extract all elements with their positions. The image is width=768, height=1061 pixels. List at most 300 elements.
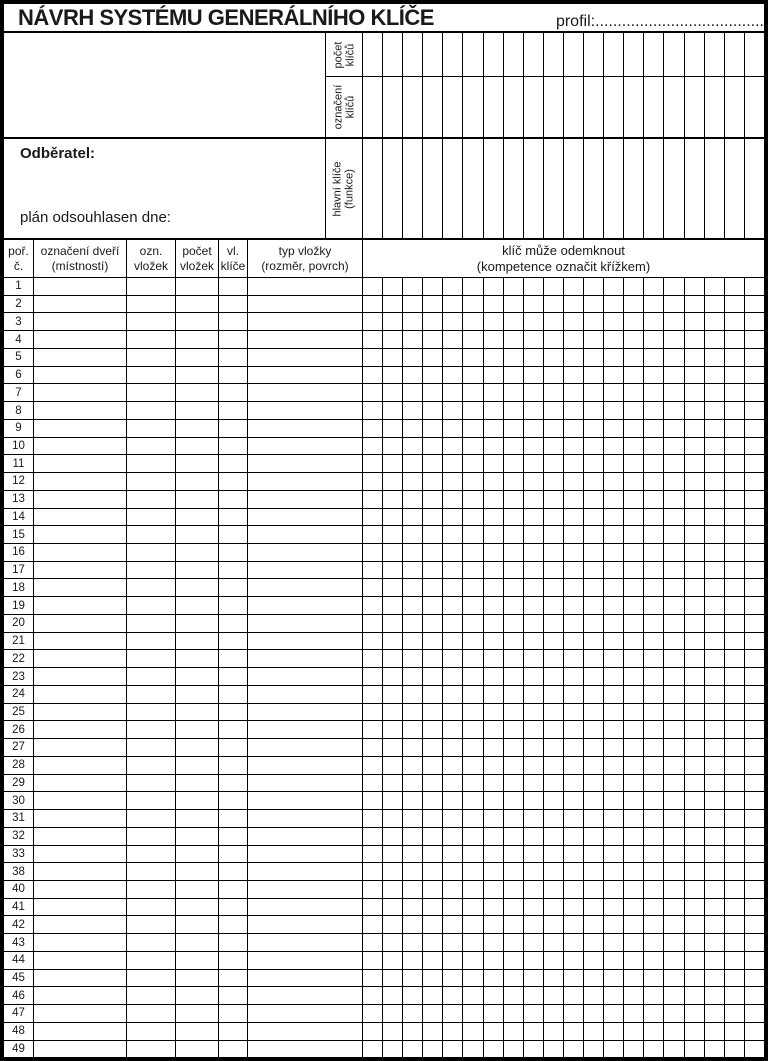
- matrix-cell: [584, 1005, 604, 1022]
- row-cell: [176, 863, 219, 880]
- matrix-cell: [423, 757, 443, 774]
- matrix-cell: [524, 686, 544, 703]
- row-cell: [34, 579, 127, 596]
- matrix-cell: [423, 1005, 443, 1022]
- matrix-cell: [644, 509, 664, 526]
- pocet-klicu-band: [4, 33, 764, 77]
- matrix-cell: [463, 863, 483, 880]
- matrix-cell: [524, 810, 544, 827]
- matrix-cell: [685, 916, 705, 933]
- row-cell: [248, 544, 363, 561]
- matrix-cell: [423, 526, 443, 543]
- oznaceni-klicu-label-cell: [325, 77, 363, 137]
- row-cell: [127, 1005, 176, 1022]
- matrix-cell: [524, 384, 544, 401]
- row-number-cell: 47: [4, 1005, 34, 1022]
- matrix-cell: [403, 668, 423, 685]
- matrix-cell: [383, 1023, 403, 1040]
- matrix-cell: [363, 704, 383, 721]
- matrix-cell: [423, 970, 443, 987]
- matrix-cell: [463, 544, 483, 561]
- matrix-cell: [383, 384, 403, 401]
- matrix-cell: [624, 438, 644, 455]
- matrix-cell: [604, 970, 624, 987]
- matrix-cell: [584, 650, 604, 667]
- matrix-cell: [504, 810, 524, 827]
- matrix-cell: [504, 455, 524, 472]
- matrix-cell: [644, 473, 664, 490]
- row-cell: [248, 579, 363, 596]
- matrix-cell: [584, 367, 604, 384]
- matrix-cell: [705, 77, 725, 137]
- row-cell: [248, 455, 363, 472]
- matrix-cell: [544, 402, 564, 419]
- row-cell: [34, 420, 127, 437]
- row-number-cell: 18: [4, 579, 34, 596]
- table-row: [4, 526, 764, 544]
- matrix-cell: [484, 757, 504, 774]
- row-cell: [248, 792, 363, 809]
- row-cell: [127, 846, 176, 863]
- row-cell: [34, 916, 127, 933]
- matrix-cell: [524, 881, 544, 898]
- table-row: [4, 1041, 764, 1058]
- row-cell: [127, 721, 176, 738]
- matrix-cell: [463, 987, 483, 1004]
- matrix-cell: [383, 615, 403, 632]
- matrix-cell: [624, 792, 644, 809]
- matrix-cell: [363, 562, 383, 579]
- matrix-cell: [705, 615, 725, 632]
- row-cell: [127, 668, 176, 685]
- row-cell: [176, 952, 219, 969]
- table-row: [4, 420, 764, 438]
- row-cell: [34, 757, 127, 774]
- matrix-cell: [484, 721, 504, 738]
- matrix-cell: [403, 331, 423, 348]
- table-row: [4, 491, 764, 509]
- matrix-cell: [403, 438, 423, 455]
- matrix-cell: [383, 313, 403, 330]
- matrix-cell: [685, 650, 705, 667]
- matrix-cell: [705, 420, 725, 437]
- matrix-cell: [484, 810, 504, 827]
- matrix-cell: [584, 881, 604, 898]
- matrix-cell: [685, 77, 705, 137]
- matrix-cell: [504, 278, 524, 295]
- matrix-cell: [403, 402, 423, 419]
- matrix-cell: [685, 899, 705, 916]
- matrix-cell: [745, 828, 764, 845]
- row-cell: [248, 1005, 363, 1022]
- matrix-cell: [463, 367, 483, 384]
- matrix-cell: [524, 331, 544, 348]
- matrix-cell: [504, 686, 524, 703]
- row-matrix-cells: [363, 579, 764, 596]
- matrix-cell: [403, 597, 423, 614]
- matrix-cell: [624, 473, 644, 490]
- row-cell: [127, 650, 176, 667]
- matrix-cell: [564, 402, 584, 419]
- matrix-cell: [745, 349, 764, 366]
- matrix-cell: [664, 384, 684, 401]
- row-cell: [219, 1023, 248, 1040]
- matrix-cell: [484, 296, 504, 313]
- row-cell: [34, 331, 127, 348]
- matrix-cell: [705, 846, 725, 863]
- matrix-cell: [705, 296, 725, 313]
- matrix-cell: [443, 278, 463, 295]
- matrix-cell: [604, 526, 624, 543]
- row-cell: [127, 296, 176, 313]
- row-cell: [127, 331, 176, 348]
- matrix-cell: [363, 33, 383, 76]
- matrix-cell: [644, 1023, 664, 1040]
- matrix-cell: [463, 139, 483, 238]
- matrix-cell: [644, 633, 664, 650]
- matrix-cell: [644, 615, 664, 632]
- row-matrix-cells: [363, 615, 764, 632]
- matrix-cell: [745, 278, 764, 295]
- row-number-cell: 43: [4, 934, 34, 951]
- row-cell: [34, 526, 127, 543]
- matrix-cell: [705, 562, 725, 579]
- matrix-cell: [363, 757, 383, 774]
- matrix-cell: [705, 934, 725, 951]
- matrix-cell: [604, 863, 624, 880]
- matrix-cell: [584, 792, 604, 809]
- matrix-cell: [584, 721, 604, 738]
- matrix-cell: [423, 686, 443, 703]
- matrix-cell: [664, 704, 684, 721]
- matrix-cell: [504, 1023, 524, 1040]
- matrix-cell: [584, 579, 604, 596]
- matrix-cell: [644, 278, 664, 295]
- matrix-cell: [745, 881, 764, 898]
- matrix-cell: [484, 420, 504, 437]
- matrix-cell: [604, 952, 624, 969]
- matrix-cell: [584, 970, 604, 987]
- row-number-cell: 2: [4, 296, 34, 313]
- matrix-cell: [685, 934, 705, 951]
- matrix-cell: [725, 420, 745, 437]
- matrix-cell: [644, 139, 664, 238]
- matrix-cell: [524, 139, 544, 238]
- row-matrix-cells: [363, 509, 764, 526]
- matrix-cell: [383, 491, 403, 508]
- matrix-cell: [745, 686, 764, 703]
- row-cell: [127, 1023, 176, 1040]
- row-cell: [34, 296, 127, 313]
- row-cell: [176, 633, 219, 650]
- matrix-cell: [725, 970, 745, 987]
- row-cell: [127, 704, 176, 721]
- row-cell: [248, 509, 363, 526]
- matrix-cell: [423, 615, 443, 632]
- row-cell: [219, 384, 248, 401]
- matrix-cell: [544, 757, 564, 774]
- matrix-cell: [504, 615, 524, 632]
- row-cell: [34, 562, 127, 579]
- matrix-cell: [403, 810, 423, 827]
- row-cell: [219, 775, 248, 792]
- matrix-cell: [725, 650, 745, 667]
- matrix-cell: [745, 987, 764, 1004]
- matrix-cell: [524, 970, 544, 987]
- row-cell: [127, 1041, 176, 1058]
- row-cell: [248, 846, 363, 863]
- row-cell: [219, 757, 248, 774]
- matrix-cell: [685, 846, 705, 863]
- matrix-cell: [363, 952, 383, 969]
- matrix-cell: [363, 509, 383, 526]
- matrix-cell: [685, 562, 705, 579]
- matrix-cell: [504, 899, 524, 916]
- matrix-cell: [584, 987, 604, 1004]
- row-cell: [176, 650, 219, 667]
- matrix-cell: [484, 970, 504, 987]
- matrix-cell: [644, 597, 664, 614]
- row-cell: [248, 597, 363, 614]
- matrix-cell: [644, 846, 664, 863]
- matrix-cell: [544, 455, 564, 472]
- matrix-cell: [725, 952, 745, 969]
- matrix-cell: [423, 296, 443, 313]
- row-number-cell: 24: [4, 686, 34, 703]
- matrix-cell: [443, 544, 463, 561]
- matrix-cell: [745, 562, 764, 579]
- row-cell: [127, 278, 176, 295]
- matrix-cell: [403, 987, 423, 1004]
- matrix-cell: [403, 952, 423, 969]
- row-cell: [248, 384, 363, 401]
- matrix-cell: [584, 739, 604, 756]
- row-cell: [34, 544, 127, 561]
- matrix-cell: [524, 455, 544, 472]
- row-cell: [127, 916, 176, 933]
- matrix-cell: [463, 633, 483, 650]
- matrix-cell: [604, 491, 624, 508]
- row-cell: [34, 597, 127, 614]
- row-cell: [176, 455, 219, 472]
- matrix-header: klíč může odemknout (kompetence označit křížkem): [476, 242, 651, 274]
- matrix-cell: [624, 579, 644, 596]
- matrix-cell: [443, 331, 463, 348]
- matrix-cell: [624, 509, 644, 526]
- header-typ-vlozky: typ vložky (rozměr, povrch): [248, 240, 363, 277]
- matrix-cell: [745, 934, 764, 951]
- matrix-cell: [624, 881, 644, 898]
- matrix-cell: [443, 739, 463, 756]
- matrix-cell: [383, 367, 403, 384]
- table-row: [4, 846, 764, 864]
- matrix-cell: [423, 775, 443, 792]
- matrix-cell: [544, 77, 564, 137]
- matrix-cell: [524, 562, 544, 579]
- row-cell: [219, 846, 248, 863]
- matrix-cell: [745, 597, 764, 614]
- matrix-cell: [745, 916, 764, 933]
- matrix-cell: [685, 402, 705, 419]
- matrix-cell: [685, 331, 705, 348]
- table-row: [4, 597, 764, 615]
- matrix-cell: [644, 863, 664, 880]
- matrix-cell: [423, 810, 443, 827]
- matrix-cell: [403, 491, 423, 508]
- matrix-cell: [544, 721, 564, 738]
- matrix-cell: [463, 579, 483, 596]
- matrix-cell: [423, 828, 443, 845]
- table-row: [4, 810, 764, 828]
- matrix-cell: [484, 934, 504, 951]
- form-title: NÁVRH SYSTÉMU GENERÁLNÍHO KLÍČE: [18, 4, 434, 30]
- matrix-cell: [484, 331, 504, 348]
- row-cell: [34, 615, 127, 632]
- row-cell: [127, 987, 176, 1004]
- matrix-cell: [644, 33, 664, 76]
- row-matrix-cells: [363, 526, 764, 543]
- matrix-cell: [604, 739, 624, 756]
- row-cell: [176, 810, 219, 827]
- matrix-cell: [664, 509, 684, 526]
- matrix-cell: [604, 846, 624, 863]
- matrix-cell: [443, 970, 463, 987]
- matrix-cell: [383, 863, 403, 880]
- row-cell: [34, 952, 127, 969]
- row-cell: [176, 899, 219, 916]
- matrix-cell: [363, 331, 383, 348]
- row-cell: [34, 810, 127, 827]
- table-row: [4, 1005, 764, 1023]
- matrix-cell: [604, 686, 624, 703]
- row-number-cell: 7: [4, 384, 34, 401]
- matrix-cell: [524, 420, 544, 437]
- matrix-cell: [584, 633, 604, 650]
- matrix-cell: [484, 313, 504, 330]
- matrix-cell: [644, 952, 664, 969]
- matrix-cell: [383, 633, 403, 650]
- matrix-cell: [705, 367, 725, 384]
- matrix-cell: [664, 721, 684, 738]
- matrix-cell: [564, 739, 584, 756]
- matrix-cell: [745, 526, 764, 543]
- matrix-cell: [624, 278, 644, 295]
- matrix-cell: [423, 384, 443, 401]
- matrix-cell: [524, 33, 544, 76]
- matrix-cell: [745, 139, 764, 238]
- matrix-cell: [604, 668, 624, 685]
- matrix-cell: [383, 139, 403, 238]
- row-number-cell: 19: [4, 597, 34, 614]
- matrix-cell: [524, 916, 544, 933]
- matrix-cell: [544, 139, 564, 238]
- row-cell: [219, 739, 248, 756]
- row-matrix-cells: [363, 544, 764, 561]
- matrix-cell: [363, 544, 383, 561]
- row-cell: [219, 721, 248, 738]
- matrix-cell: [363, 686, 383, 703]
- matrix-cell: [685, 952, 705, 969]
- matrix-cell: [443, 562, 463, 579]
- matrix-cell: [745, 704, 764, 721]
- row-cell: [176, 278, 219, 295]
- matrix-cell: [484, 473, 504, 490]
- matrix-cell: [363, 438, 383, 455]
- matrix-cell: [705, 1005, 725, 1022]
- matrix-cell: [745, 650, 764, 667]
- table-row: [4, 863, 764, 881]
- matrix-cell: [564, 863, 584, 880]
- matrix-cell: [604, 810, 624, 827]
- matrix-cell: [705, 739, 725, 756]
- matrix-cell: [705, 544, 725, 561]
- matrix-cell: [423, 438, 443, 455]
- matrix-cell: [383, 775, 403, 792]
- row-cell: [219, 1005, 248, 1022]
- matrix-cell: [725, 455, 745, 472]
- table-row: [4, 899, 764, 917]
- row-matrix-cells: [363, 420, 764, 437]
- matrix-cell: [443, 77, 463, 137]
- matrix-cell: [403, 1023, 423, 1040]
- matrix-cell: [685, 509, 705, 526]
- row-cell: [176, 721, 219, 738]
- matrix-cell: [504, 597, 524, 614]
- row-cell: [176, 296, 219, 313]
- matrix-cell: [504, 704, 524, 721]
- matrix-cell: [383, 739, 403, 756]
- matrix-cell: [363, 934, 383, 951]
- matrix-cell: [524, 863, 544, 880]
- row-number-cell: 46: [4, 987, 34, 1004]
- table-row: [4, 828, 764, 846]
- matrix-cell: [383, 420, 403, 437]
- matrix-cell: [564, 544, 584, 561]
- matrix-cell: [685, 757, 705, 774]
- row-cell: [34, 987, 127, 1004]
- matrix-cell: [745, 455, 764, 472]
- matrix-cell: [564, 349, 584, 366]
- matrix-cell: [403, 970, 423, 987]
- row-cell: [219, 1041, 248, 1058]
- row-cell: [176, 384, 219, 401]
- matrix-cell: [644, 987, 664, 1004]
- row-number-cell: 29: [4, 775, 34, 792]
- matrix-cell: [443, 881, 463, 898]
- row-cell: [34, 402, 127, 419]
- row-cell: [34, 846, 127, 863]
- matrix-cell: [604, 597, 624, 614]
- matrix-cell: [604, 650, 624, 667]
- matrix-cell: [644, 438, 664, 455]
- row-number-cell: 5: [4, 349, 34, 366]
- row-matrix-cells: [363, 987, 764, 1004]
- matrix-cell: [443, 810, 463, 827]
- matrix-cell: [383, 579, 403, 596]
- matrix-cell: [584, 562, 604, 579]
- table-row: [4, 473, 764, 491]
- matrix-cell: [403, 562, 423, 579]
- row-cell: [219, 349, 248, 366]
- matrix-cell: [443, 633, 463, 650]
- matrix-cell: [504, 792, 524, 809]
- matrix-cell: [363, 455, 383, 472]
- matrix-cell: [524, 987, 544, 1004]
- matrix-cell: [584, 139, 604, 238]
- matrix-cell: [504, 526, 524, 543]
- matrix-cell: [504, 509, 524, 526]
- row-cell: [176, 544, 219, 561]
